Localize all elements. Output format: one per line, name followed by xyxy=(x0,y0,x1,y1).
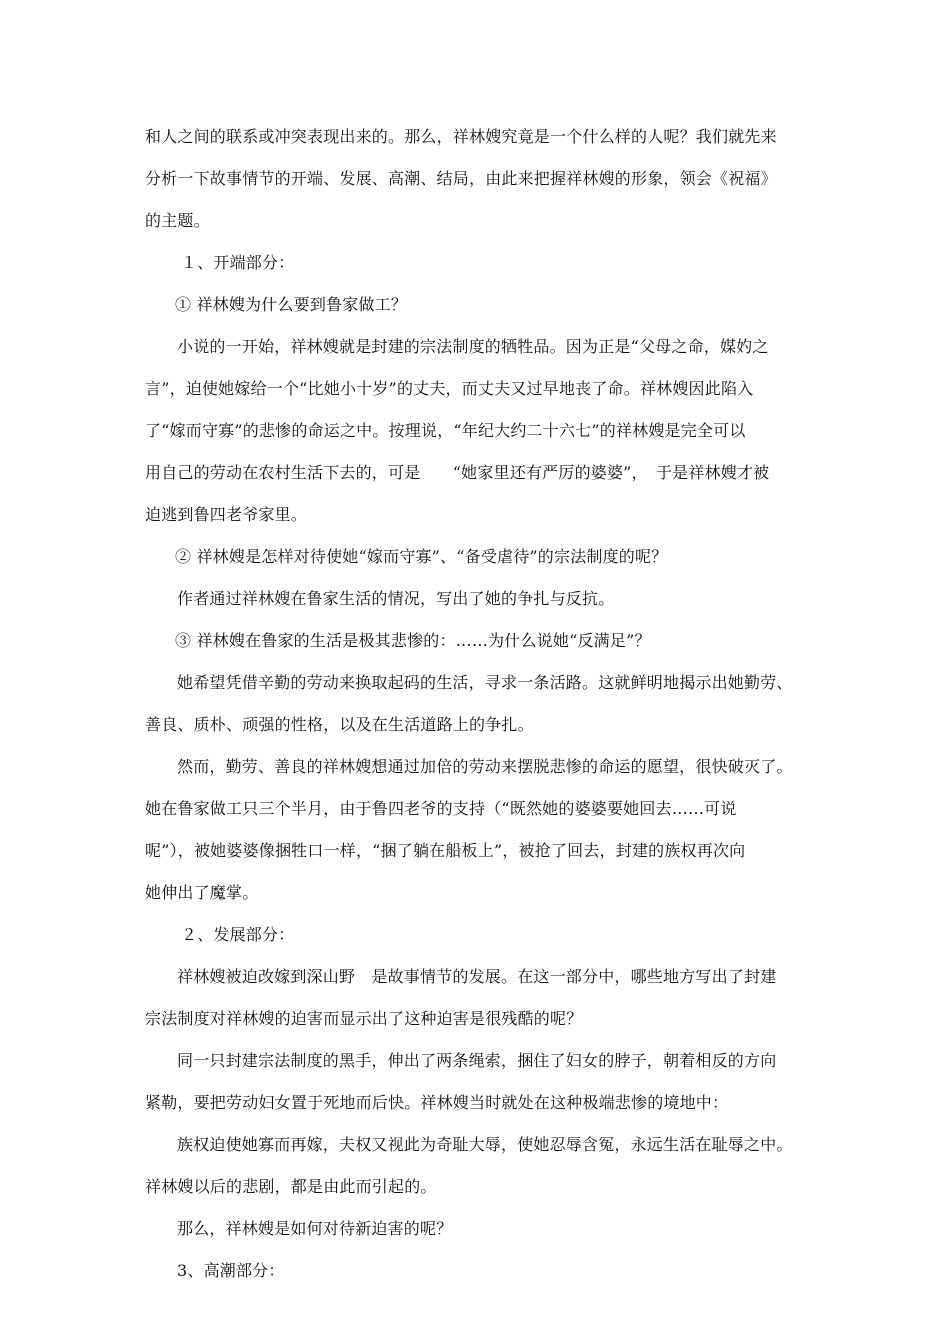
text-line: 作者通过祥林嫂在鲁家生活的情况，写出了她的争扎与反抗。 xyxy=(177,589,615,608)
question-line: ① 祥林嫂为什么要到鲁家做工？ xyxy=(175,295,408,314)
text-line: 紧勒，要把劳动妇女置于死地而后快。祥林嫂当时就处在这种极端悲惨的境地中： xyxy=(145,1093,729,1112)
text-line: 善良、质朴、顽强的性格，以及在生活道路上的争扎。 xyxy=(145,715,534,734)
text-line: 的主题。 xyxy=(145,211,210,230)
text-line: 小说的一开始，祥林嫂就是封建的宗法制度的牺牲品。因为正是“父母之命，媒妁之 xyxy=(177,337,769,356)
question-line: ② 祥林嫂是怎样对待使她“嫁而守寡”、“备受虐待”的宗法制度的呢？ xyxy=(175,547,668,566)
text-line: 迫逃到鲁四老爷家里。 xyxy=(145,505,308,524)
text-line: 她希望凭借辛勤的劳动来换取起码的生活，寻求一条活路。这就鲜明地揭示出她勤劳、 xyxy=(177,673,793,692)
text-line: 宗法制度对祥林嫂的迫害而显示出了这种迫害是很残酷的呢？ xyxy=(145,1009,583,1028)
text-line: 族权迫使她寡而再嫁，夫权又视此为奇耻大辱，使她忍辱含冤，永远生活在耻辱之中。 xyxy=(177,1135,793,1154)
text-line: 呢”），被她婆婆像捆牲口一样，“捆了躺在船板上”，被抢了回去，封建的族权再次向 xyxy=(145,841,746,860)
text-line: 言”，迫使她嫁给一个“比她小十岁”的丈夫，而丈夫又过早地丧了命。祥林嫂因此陷入 xyxy=(145,379,754,398)
text-line: 分析一下故事情节的开端、发展、高潮、结局，由此来把握祥林嫂的形象，领会《祝福》 xyxy=(145,169,777,188)
text-line: 同一只封建宗法制度的黑手，伸出了两条绳索，捆住了妇女的脖子，朝着相反的方向 xyxy=(177,1051,777,1070)
section-heading: 3、高潮部分： xyxy=(177,1261,285,1280)
text-line: 祥林嫂以后的悲剧，都是由此而引起的。 xyxy=(145,1177,437,1196)
text-line: 祥林嫂被迫改嫁到深山野 是故事情节的发展。在这一部分中，哪些地方写出了封建 xyxy=(177,967,777,986)
text-line: 和人之间的联系或冲突表现出来的。那么，祥林嫂究竟是一个什么样的人呢？我们就先来 xyxy=(145,127,777,146)
text-line: 她在鲁家做工只三个半月，由于鲁四老爷的支持（“既然她的婆婆要她回去……可说 xyxy=(145,799,737,818)
text-line: 那么，祥林嫂是如何对待新迫害的呢？ xyxy=(177,1219,453,1238)
text-line: 用自己的劳动在农村生活下去的，可是 “她家里还有严厉的婆婆”， 于是祥林嫂才被 xyxy=(145,463,770,482)
text-line: 了“嫁而守寡”的悲惨的命运之中。按理说，“年纪大约二十六七”的祥林嫂是完全可以 xyxy=(145,421,746,440)
text-line: 然而，勤劳、善良的祥林嫂想通过加倍的劳动来摆脱悲惨的命运的愿望，很快破灭了。 xyxy=(177,757,793,776)
question-line: ③ 祥林嫂在鲁家的生活是极其悲惨的：……为什么说她“反满足”？ xyxy=(175,631,651,650)
section-heading: ２、发展部分： xyxy=(181,925,295,944)
section-heading: １、开端部分： xyxy=(181,253,295,272)
text-line: 她伸出了魔掌。 xyxy=(145,883,259,902)
